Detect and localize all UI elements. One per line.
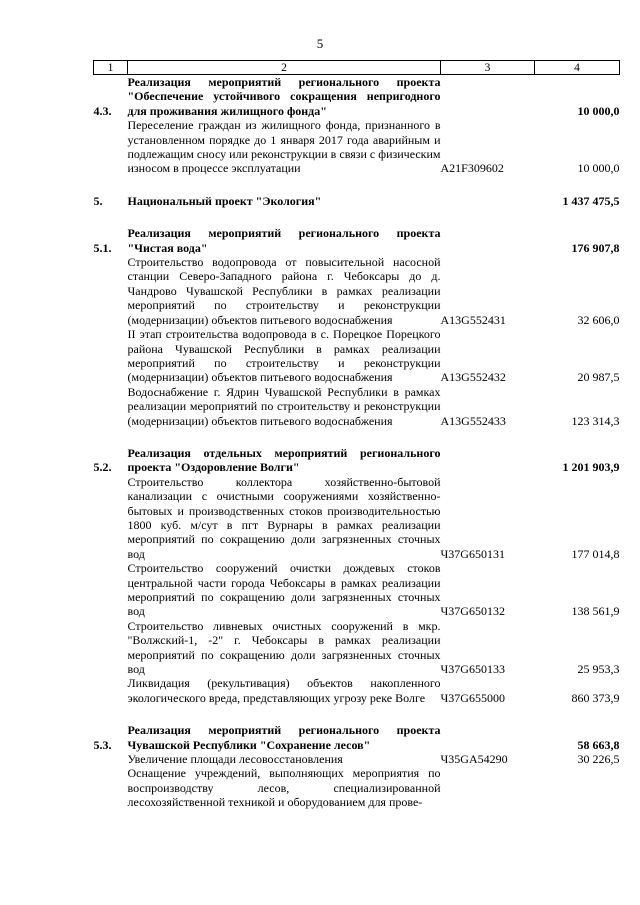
column-number: 1 bbox=[94, 61, 128, 75]
item-amount: 177 014,8 bbox=[571, 546, 620, 561]
item-code: Ч35GA54290 bbox=[440, 752, 508, 767]
item-code: A13G552431 bbox=[440, 312, 506, 327]
item-row bbox=[94, 676, 620, 705]
section-number: 5.3. bbox=[93, 737, 112, 752]
section-total: 58 663,8 bbox=[577, 737, 620, 752]
item-amount: 30 226,5 bbox=[577, 752, 620, 767]
section-total: 10 000,0 bbox=[577, 103, 620, 118]
item-amount: 20 987,5 bbox=[577, 370, 620, 385]
section-total: 1 201 903,9 bbox=[562, 460, 620, 475]
item-code: A21F309602 bbox=[440, 161, 504, 176]
section-row bbox=[94, 226, 620, 255]
column-number: 3 bbox=[441, 61, 535, 75]
section-title: Реализация мероприятий регионального проекта Чувашской Республики "Сохранение лесов" bbox=[127, 723, 441, 752]
item-amount: 10 000,0 bbox=[577, 161, 620, 176]
item-description: Строительство сооружений очистки дождевых стоков центральной части города Чебоксары в рамках реализации мероприятий по сокращению доли загрязненных сточных вод bbox=[127, 561, 441, 619]
section-row bbox=[94, 75, 620, 119]
item-code: Ч37G650133 bbox=[440, 662, 505, 677]
item-description: Водоснабжение г. Ядрин Чувашской Республики в рамках реализации мероприятий по строительству и реконструкции (модернизации) объектов питьевого водоснабжения bbox=[127, 384, 441, 428]
section-number: 5.1. bbox=[93, 240, 112, 255]
item-code: Ч37G650131 bbox=[440, 546, 505, 561]
budget-table bbox=[93, 60, 620, 810]
section-title: Реализация отдельных мероприятий регионального проекта "Оздоровление Волги" bbox=[127, 445, 441, 475]
item-description: II этап строительства водопровода в с. Порецкое Порецкого района Чувашской Республики в рамках реализации мероприятий по строительству и реконструкции (модернизации) объектов питьевого водоснабжения bbox=[127, 327, 441, 385]
item-amount: 25 953,3 bbox=[577, 662, 620, 677]
section-total: 176 907,8 bbox=[571, 240, 620, 255]
section-number: 5.2. bbox=[93, 460, 112, 475]
section-row bbox=[94, 194, 620, 208]
section-row bbox=[94, 723, 620, 752]
column-number-row bbox=[94, 61, 620, 75]
item-code: A13G552433 bbox=[440, 413, 506, 428]
item-amount: 123 314,3 bbox=[571, 413, 620, 428]
item-description: Строительство коллектора хозяйственно-бытовой канализации с очистными сооружениями хозяйственно-бытовых и производственных стоков производительностью 1800 куб. м/сут в пгт Вурнары в рамках реализации мероприятий по сокращению доли загрязненных сточных вод bbox=[127, 474, 441, 561]
item-description: Строительство ливневых очистных сооружений в мкр. "Волжский-1, -2" г. Чебоксары в рамках реализации мероприятий по сокращению доли загрязненных сточных вод bbox=[127, 618, 441, 677]
item-description: Переселение граждан из жилищного фонда, признанного в установленном порядке до 1 января 2017 года аварийным и подлежащим сносу или реконструкции в связи с физическим износом в процессе эксплуатации bbox=[127, 118, 441, 176]
section-title: Реализация мероприятий регионального проекта "Чистая вода" bbox=[127, 226, 441, 255]
section-row bbox=[94, 446, 620, 475]
item-row bbox=[94, 327, 620, 385]
column-number: 4 bbox=[535, 61, 620, 75]
item-amount: 860 373,9 bbox=[571, 690, 620, 705]
item-code bbox=[441, 766, 535, 809]
item-row bbox=[94, 475, 620, 561]
item-code: A13G552432 bbox=[440, 370, 506, 385]
item-amount bbox=[535, 766, 620, 809]
section-title: Национальный проект "Экология" bbox=[127, 193, 322, 208]
section-total: 1 437 475,5 bbox=[562, 193, 620, 208]
item-row bbox=[94, 752, 620, 766]
item-row bbox=[94, 619, 620, 677]
section-number: 5. bbox=[93, 193, 103, 208]
item-description: Строительство водопровода от повысительной насосной станции Северо-Западного района г. Чебоксары до д. Чандрово Чувашской Республики в рамках реализации мероприятий по строительству и реконструкции (модернизации) объектов питьевого водоснабжения bbox=[127, 255, 441, 327]
page-number: 5 bbox=[316, 36, 324, 51]
item-row bbox=[94, 385, 620, 428]
column-number: 2 bbox=[128, 61, 441, 75]
item-amount: 138 561,9 bbox=[571, 604, 620, 619]
item-row bbox=[94, 118, 620, 176]
section-title: Реализация мероприятий регионального проекта "Обеспечение устойчивого сокращения непригодного для проживания жилищного фонда" bbox=[127, 75, 441, 118]
item-amount: 32 606,0 bbox=[577, 312, 620, 327]
item-code: Ч37G655000 bbox=[440, 690, 505, 705]
item-description: Оснащение учреждений, выполняющих мероприятия по воспроизводству лесов, специализированной лесохозяйственной техникой и оборудованием для прове- bbox=[127, 766, 441, 810]
item-row bbox=[94, 766, 620, 809]
item-description: Увеличение площади лесовосстановления bbox=[127, 752, 343, 767]
item-row bbox=[94, 561, 620, 619]
section-number: 4.3. bbox=[93, 103, 112, 118]
item-row bbox=[94, 255, 620, 327]
item-code: Ч37G650132 bbox=[440, 604, 505, 619]
item-description: Ликвидация (рекультивация) объектов накопленного экологического вреда, представляющих угрозу реке Волге bbox=[127, 676, 441, 705]
